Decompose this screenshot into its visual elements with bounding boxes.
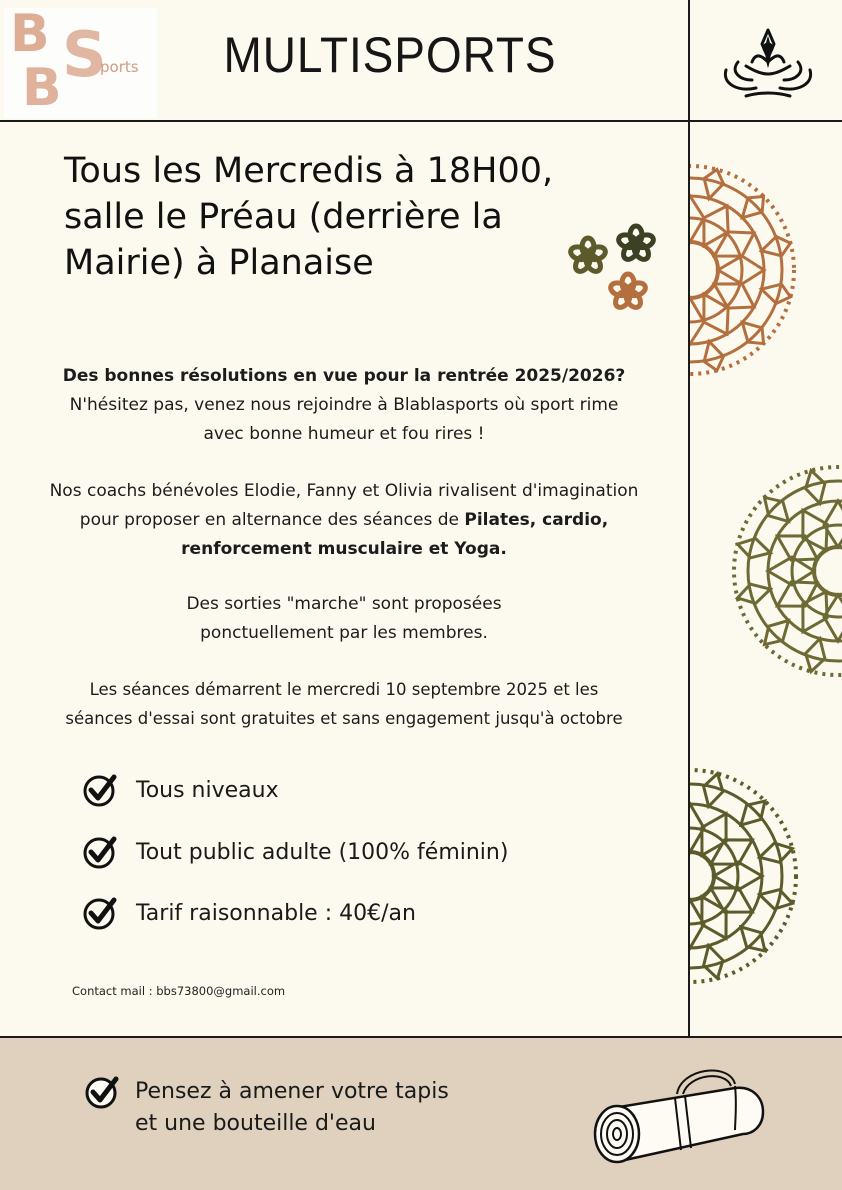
header-vertical-divider [688, 0, 690, 122]
flower-icon [569, 238, 607, 274]
rolled-mat-icon [585, 1064, 775, 1169]
checklist-item [82, 770, 279, 810]
flower-cluster [566, 220, 662, 312]
activities-highlight: renforcement musculaire et Yoga. [181, 539, 507, 559]
check-circle-icon [82, 895, 118, 931]
header-divider [0, 120, 842, 122]
walks-paragraph [0, 590, 688, 648]
checklist-label: Tout public adulte (100% féminin) [136, 839, 509, 865]
footer-reminder [135, 1076, 449, 1140]
footer-line: Pensez à amener votre tapis [135, 1079, 449, 1104]
logo-letter-b2: B [22, 58, 62, 118]
intro-paragraph [0, 362, 688, 449]
intro-question: Des bonnes résolutions en vue pour la rentrée 2025/2026? [62, 366, 626, 386]
intro-line: N'hésitez pas, venez nous rejoindre à Blablasports où sport rime [69, 395, 619, 415]
contact-email: Contact mail : bbs73800@gmail.com [72, 984, 286, 998]
activities-highlight: Pilates, cardio, [464, 510, 609, 530]
check-circle-icon [82, 834, 118, 870]
walks-line: Des sorties "marche" sont proposées [186, 594, 502, 614]
logo-letter-b1: B [10, 4, 50, 64]
page-title: MULTISPORTS [223, 27, 557, 83]
bbs-logo [4, 4, 157, 118]
check-circle-icon [84, 1074, 120, 1110]
schedule-heading-line: Mairie) à Planaise [64, 243, 374, 283]
checklist-label: Tarif raisonnable : 40€/an [136, 900, 416, 926]
checklist-label: Tous niveaux [136, 777, 279, 803]
sessions-line: Les séances démarrent le mercredi 10 septembre 2025 et les [89, 680, 599, 699]
flower-icon [609, 274, 647, 310]
flower-icon [617, 226, 655, 262]
walks-line: ponctuellement par les membres. [200, 623, 488, 643]
schedule-heading-line: salle le Préau (derrière la [64, 197, 503, 237]
coaches-line: pour proposer en alternance des séances de [79, 510, 465, 530]
footer-line: et une bouteille d'eau [135, 1111, 376, 1136]
mandala-icon [690, 766, 804, 986]
coaches-paragraph [0, 477, 688, 564]
sessions-paragraph [0, 675, 688, 733]
checklist-item [82, 832, 508, 872]
yoga-lotus-icon [716, 22, 820, 104]
mandala-icon [690, 160, 842, 380]
check-circle-icon [82, 772, 118, 808]
checklist-item [82, 893, 416, 933]
intro-line: avec bonne humeur et fou rires ! [203, 424, 485, 444]
sessions-line: séances d'essai sont gratuites et sans engagement jusqu'à octobre [65, 709, 623, 728]
mandala-icon [728, 462, 842, 680]
logo-suffix: ports [100, 58, 139, 76]
coaches-line: Nos coachs bénévoles Elodie, Fanny et Olivia rivalisent d'imagination [49, 481, 639, 501]
schedule-heading-line: Tous les Mercredis à 18H00, [64, 151, 554, 191]
logo-letter-s: S [62, 18, 107, 91]
